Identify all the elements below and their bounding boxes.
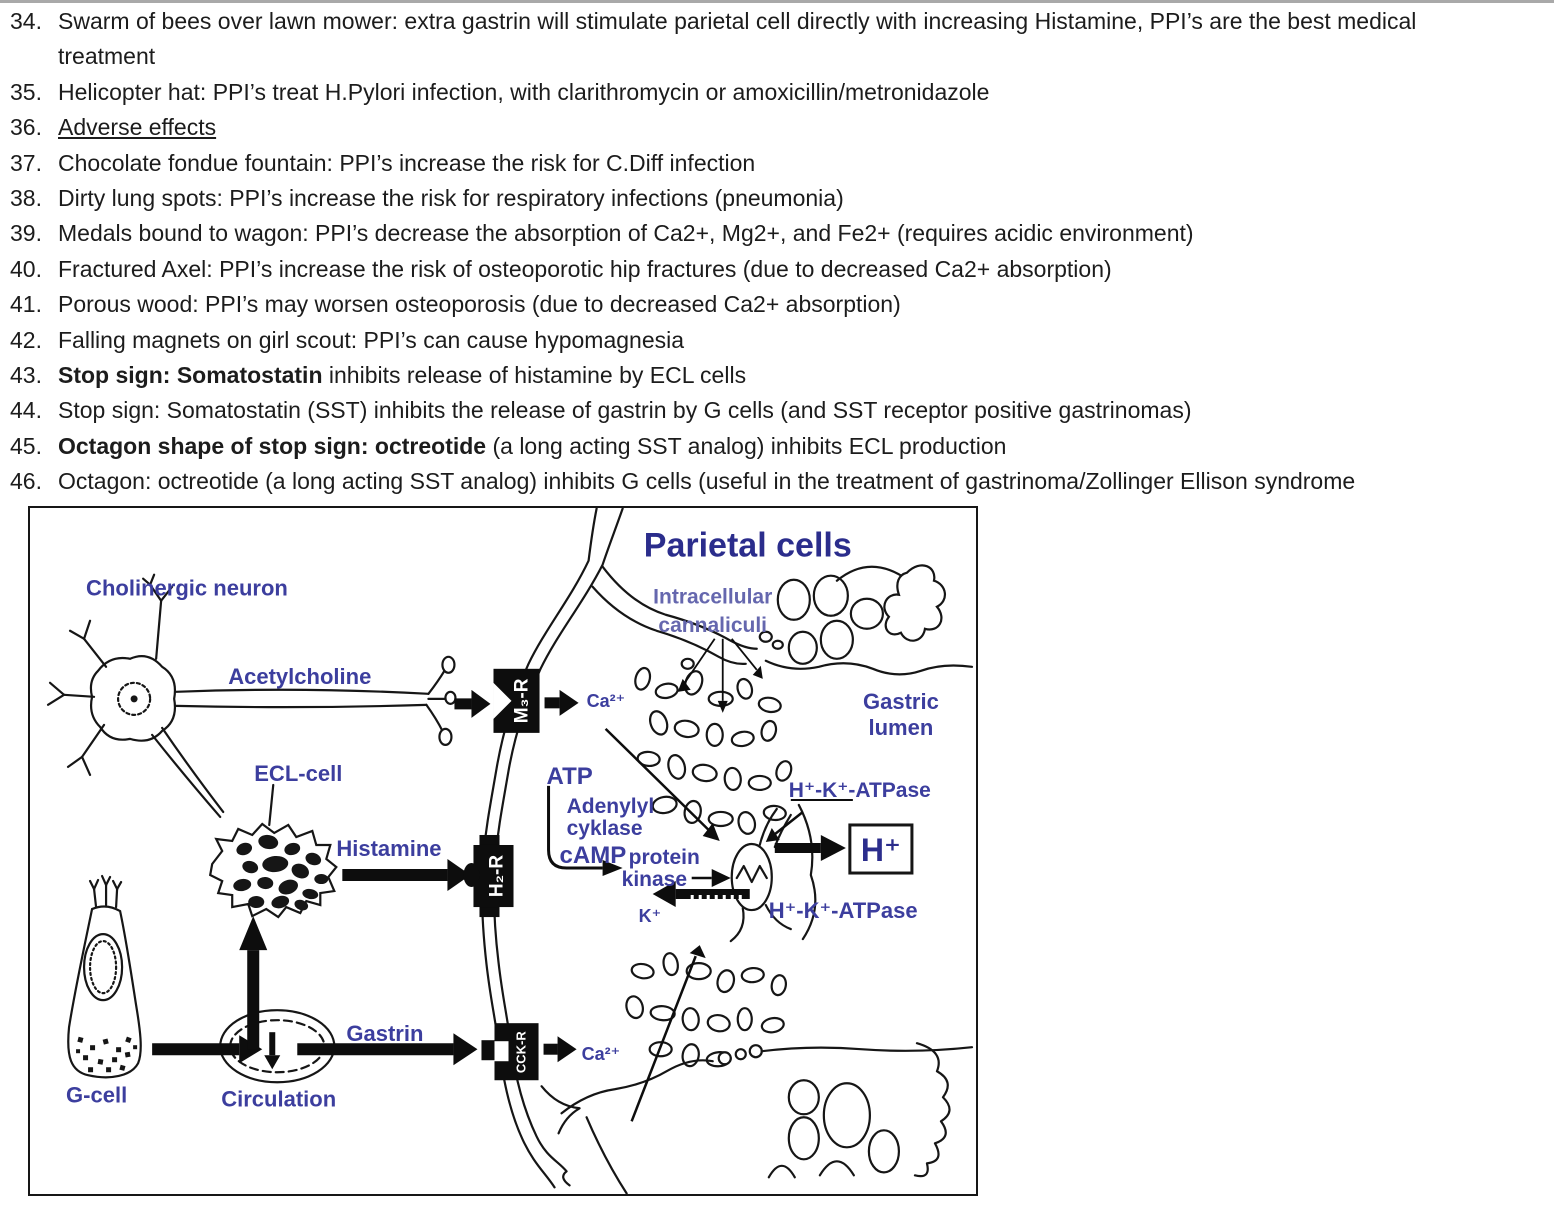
acetylcholine-label: Acetylcholine bbox=[228, 663, 372, 689]
list-item-number: 39. bbox=[10, 220, 42, 247]
ecl-cell-label: ECL-cell bbox=[254, 760, 343, 786]
gastric-lumen-label-line2: lumen bbox=[868, 714, 934, 740]
list-item bbox=[0, 464, 1544, 499]
list-item-number: 34. bbox=[10, 8, 42, 34]
list-item-text: Octagon: octreotide (a long acting SST analog) inhibits G cells (useful in the treatment of gastrinoma/Zollinger Ellison syndrome bbox=[58, 468, 1356, 495]
list-item-text: Porous wood: PPI’s may worsen osteoporosis (due to decreased Ca2+ absorption) bbox=[58, 291, 901, 318]
intracellular-label-line2: cannaliculi bbox=[658, 613, 768, 637]
upper-canaliculi bbox=[633, 666, 794, 835]
cholinergic-neuron-label: Cholinergic neuron bbox=[86, 575, 288, 601]
list-item-text: Stop sign: Somatostatin inhibits release of histamine by ECL cells bbox=[58, 362, 747, 389]
list-item-number: 35. bbox=[10, 78, 42, 105]
list-item bbox=[0, 287, 1544, 322]
parietal-cell-diagram bbox=[30, 508, 976, 1194]
notes-list bbox=[0, 4, 1544, 500]
gastric-lumen-label-line1: Gastric bbox=[862, 688, 939, 714]
proton-pump bbox=[732, 844, 772, 910]
list-item bbox=[0, 252, 1544, 287]
list-item-text: Helicopter hat: PPI’s treat H.Pylori infection, with clarithromycin or amoxicillin/metronidazole bbox=[58, 78, 990, 105]
figure-title: Parietal cells bbox=[643, 526, 852, 565]
g-cell-label: G-cell bbox=[66, 1082, 128, 1108]
k-ion-label: K⁺ bbox=[638, 906, 662, 927]
list-item-text: Octagon shape of stop sign: octreotide (a long acting SST analog) inhibits ECL production bbox=[58, 432, 1007, 459]
list-item-text: Falling magnets on girl scout: PPI’s can cause hypomagnesia bbox=[58, 326, 685, 353]
list-item bbox=[0, 323, 1544, 358]
ecl-cell-art bbox=[210, 785, 336, 917]
list-item bbox=[0, 4, 1544, 75]
adenylyl-label: Adenylyl bbox=[566, 794, 655, 818]
ca-top-label: Ca²⁺ bbox=[586, 690, 626, 711]
histamine-label: Histamine bbox=[336, 836, 442, 862]
list-item bbox=[0, 110, 1544, 145]
atp-label: ATP bbox=[546, 762, 593, 790]
cholinergic-neuron-art bbox=[48, 575, 455, 817]
list-item bbox=[0, 429, 1544, 464]
list-item-number: 43. bbox=[10, 362, 42, 389]
h-ion-label: H⁺ bbox=[860, 832, 901, 869]
list-item bbox=[0, 358, 1544, 393]
list-item-text: Stop sign: Somatostatin (SST) inhibits the release of gastrin by G cells (and SST receptor positive gastrinomas) bbox=[58, 397, 1192, 424]
list-item-number: 40. bbox=[10, 255, 42, 282]
protein-label: protein bbox=[628, 846, 700, 870]
m3-receptor-label: M₃-R bbox=[511, 678, 533, 724]
atpase-top-label: H⁺-K⁺-ATPase bbox=[788, 778, 931, 802]
m3-receptor bbox=[493, 669, 539, 733]
list-item-text: Swarm of bees over lawn mower: extra gastrin will stimulate parietal cell directly with increasing Histamine, PPI’s are the best medical treatment bbox=[58, 8, 1417, 70]
list-item-number: 45. bbox=[10, 432, 42, 459]
h2-receptor bbox=[463, 835, 513, 917]
ca-bottom-label: Ca²⁺ bbox=[581, 1044, 621, 1065]
circulation-label: Circulation bbox=[221, 1086, 337, 1112]
list-item-number: 37. bbox=[10, 149, 42, 176]
list-item-text: Dirty lung spots: PPI’s increase the risk for respiratory infections (pneumonia) bbox=[58, 185, 844, 212]
list-item-number: 46. bbox=[10, 468, 42, 495]
camp-label: cAMP bbox=[559, 842, 627, 870]
list-item-text: Fractured Axel: PPI’s increase the risk of osteoporotic hip fractures (due to decreased Ca2+ absorption) bbox=[58, 255, 1112, 282]
cck-receptor-label: CCK-R bbox=[513, 1031, 529, 1074]
list-item bbox=[0, 181, 1544, 216]
intracellular-label-line1: Intracellular bbox=[653, 585, 773, 609]
kinase-label: kinase bbox=[621, 868, 688, 892]
list-item bbox=[0, 146, 1544, 181]
list-item-number: 38. bbox=[10, 185, 42, 212]
cyklase-label: cyklase bbox=[566, 816, 643, 840]
cck-receptor bbox=[481, 1023, 538, 1080]
atpase-bottom-label: H⁺-K⁺-ATPase bbox=[768, 898, 918, 924]
list-item-text: Adverse effects bbox=[58, 114, 217, 141]
list-item bbox=[0, 216, 1544, 251]
list-item-number: 41. bbox=[10, 291, 42, 318]
list-item bbox=[0, 75, 1544, 110]
list-item-number: 44. bbox=[10, 397, 42, 424]
list-item-text: Chocolate fondue fountain: PPI’s increase the risk for C.Diff infection bbox=[58, 149, 756, 176]
parietal-cell-figure bbox=[28, 506, 978, 1196]
gastrin-label: Gastrin bbox=[346, 1021, 424, 1047]
h2-receptor-label: H₂-R bbox=[486, 854, 508, 898]
list-item-number: 36. bbox=[10, 114, 42, 141]
list-item bbox=[0, 393, 1544, 428]
g-cell-art bbox=[68, 876, 141, 1077]
page-top-rule bbox=[0, 0, 1554, 3]
list-item-text: Medals bound to wagon: PPI’s decrease the absorption of Ca2+, Mg2+, and Fe2+ (requires acidic environment) bbox=[58, 220, 1194, 247]
list-item-number: 42. bbox=[10, 326, 42, 353]
